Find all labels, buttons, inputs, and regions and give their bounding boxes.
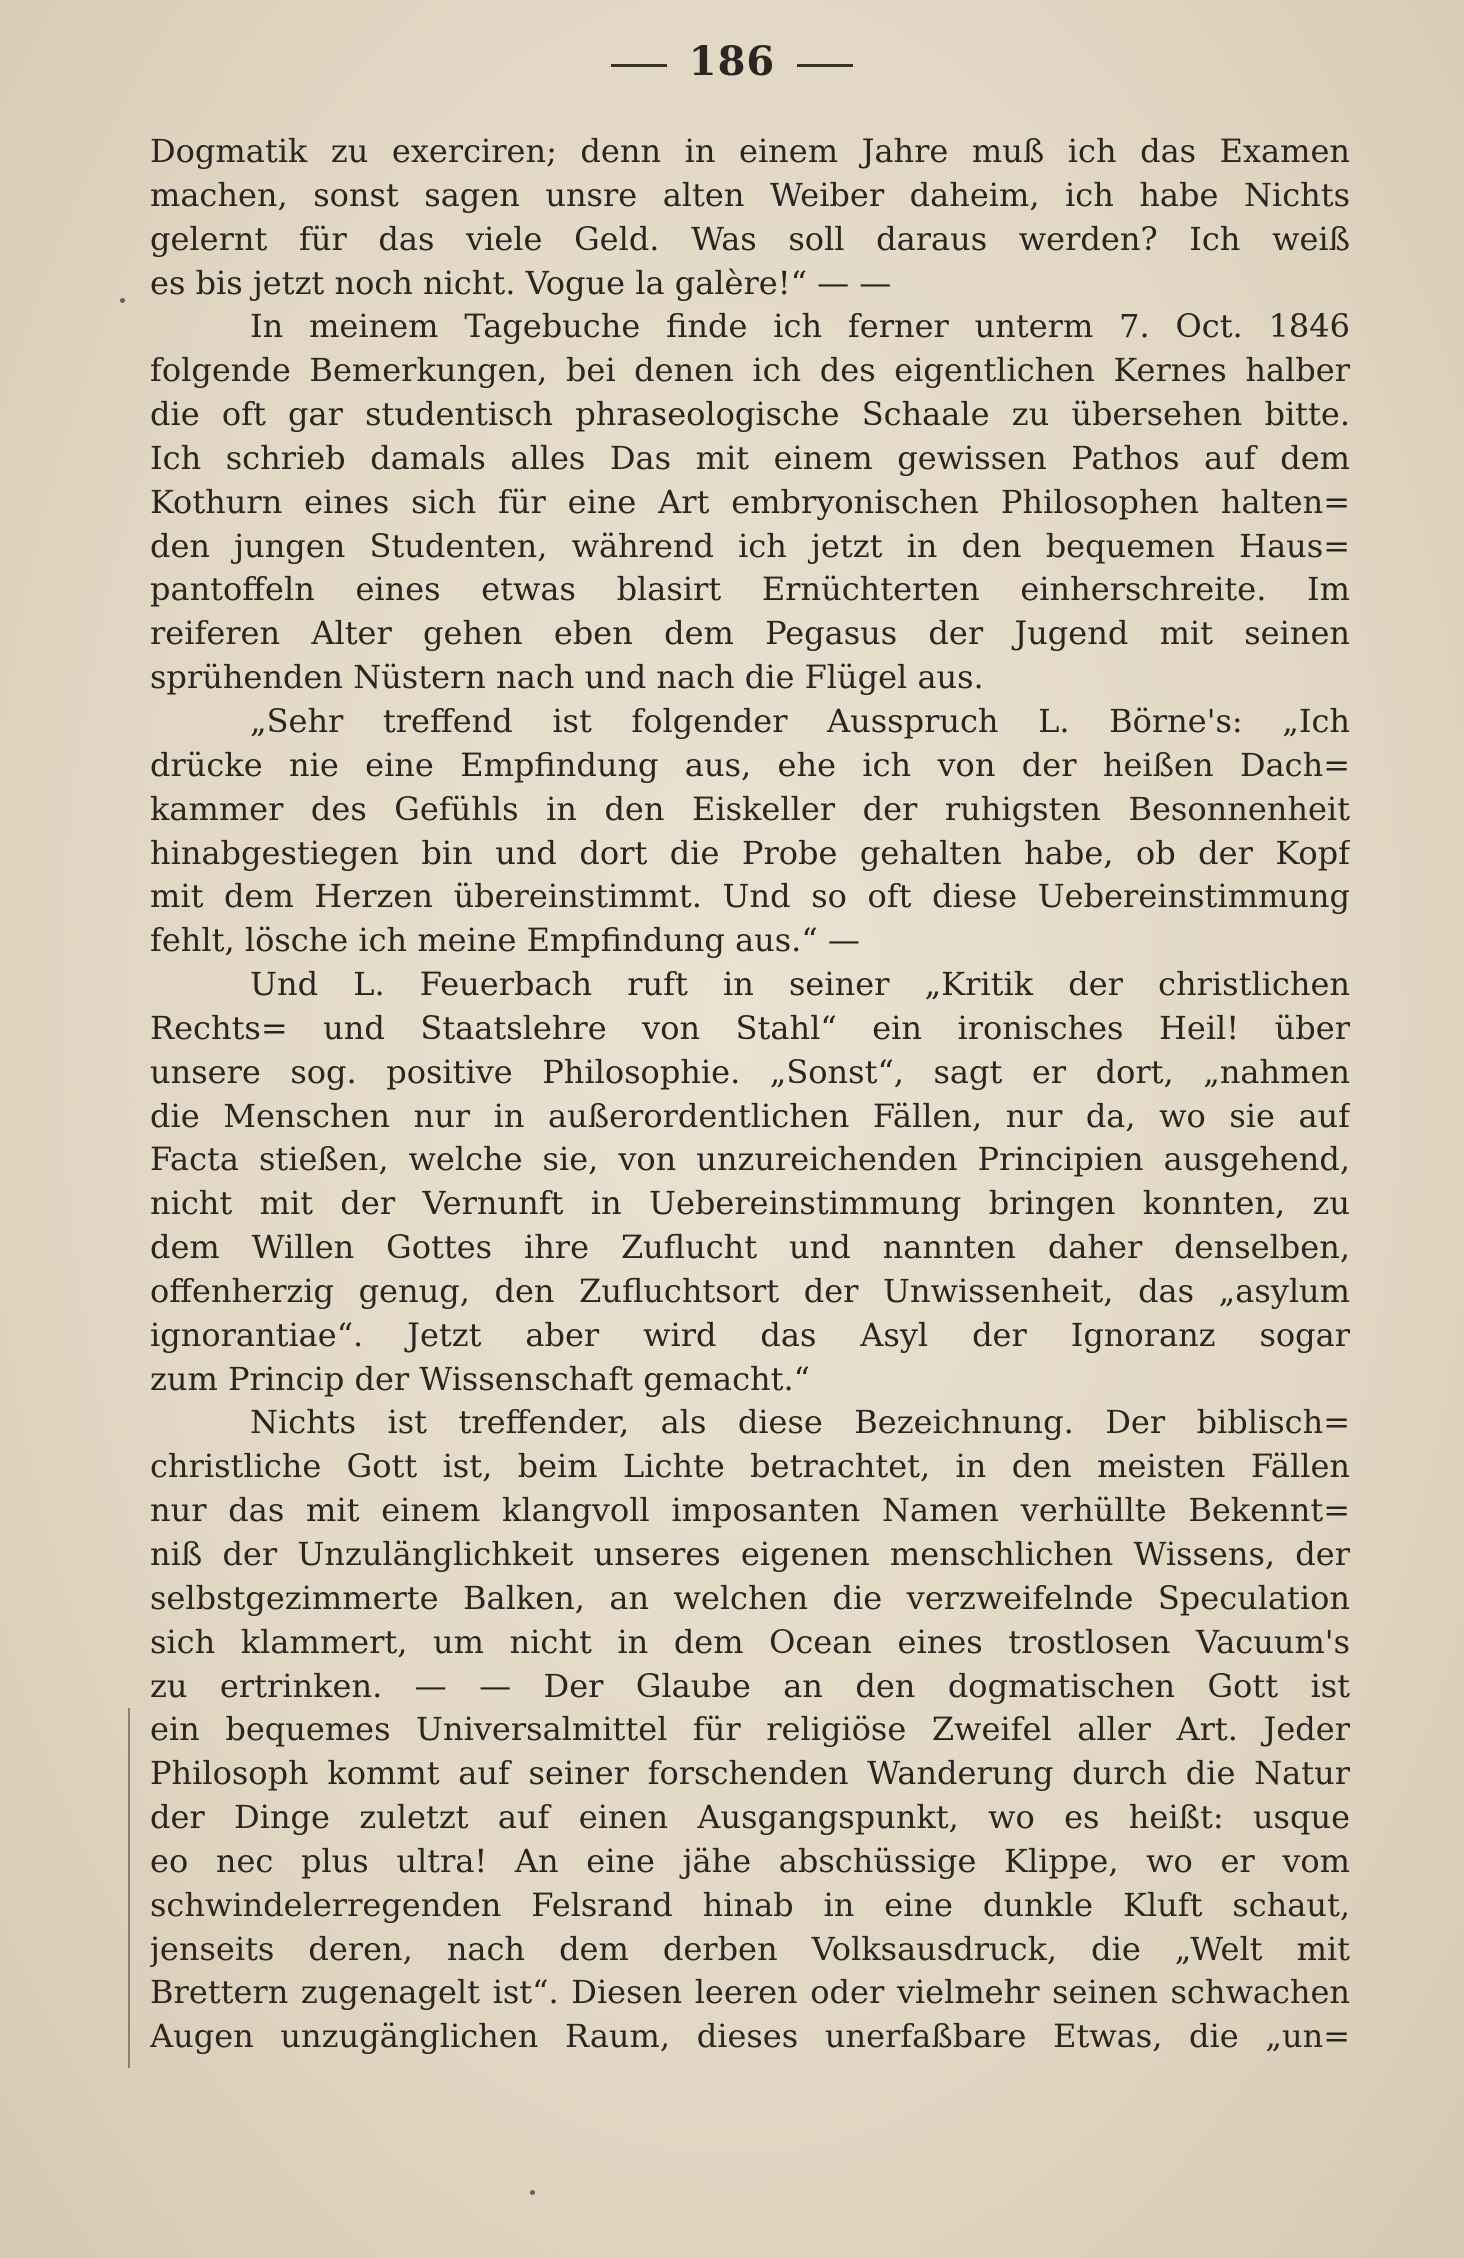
page-number: 186: [688, 38, 776, 85]
text-line: mit dem Herzen übereinstimmt. Und so oft diese Uebereinstimmung: [150, 877, 1350, 916]
text-line: sich klammert, um nicht in dem Ocean eines trostlosen Vacuum's: [150, 1622, 1350, 1661]
body-text: [150, 130, 1350, 2059]
text-line: jenseits deren, nach dem derben Volksausdruck, die „Welt mit: [150, 1929, 1350, 1968]
paragraph-start-line: In meinem Tagebuche finde ich ferner unterm 7. Oct. 1846: [250, 307, 1350, 346]
text-line: nur das mit einem klangvoll imposanten Namen verhüllte Bekennt=: [150, 1491, 1350, 1530]
text-line: kammer des Gefühls in den Eiskeller der ruhigsten Besonnenheit: [150, 789, 1350, 828]
text-line: fehlt, lösche ich meine Empfindung aus.“ —: [150, 921, 860, 960]
text-line: Rechts= und Staatslehre von Stahl“ ein ironisches Heil! über: [150, 1008, 1350, 1047]
margin-dot: [530, 2190, 535, 2195]
text-line: ignorantiae“. Jetzt aber wird das Asyl der Ignoranz sogar: [150, 1315, 1350, 1354]
text-line: gelernt für das viele Geld. Was soll daraus werden? Ich weiß: [150, 219, 1350, 258]
margin-pencil-line: [128, 1708, 130, 2068]
text-line: eo nec plus ultra! An eine jähe abschüssige Klippe, wo er vom: [150, 1841, 1350, 1880]
text-line: den jungen Studenten, während ich jetzt in den bequemen Haus=: [150, 526, 1350, 565]
paragraph-start-line: Und L. Feuerbach ruft in seiner „Kritik der christlichen: [250, 965, 1350, 1004]
text-line: dem Willen Gottes ihre Zuflucht und nannten daher denselben,: [150, 1228, 1350, 1267]
text-line: christliche Gott ist, beim Lichte betrachtet, in den meisten Fällen: [150, 1447, 1350, 1486]
text-line: offenherzig genug, den Zufluchtsort der Unwissenheit, das „asylum: [150, 1271, 1350, 1310]
text-line: Ich schrieb damals alles Das mit einem gewissen Pathos auf dem: [150, 438, 1350, 477]
header-dash-right: [797, 64, 853, 67]
text-line: der Dinge zuletzt auf einen Ausgangspunkt, wo es heißt: usque: [150, 1798, 1350, 1837]
margin-dot: [120, 298, 125, 303]
text-line: Dogmatik zu exerciren; denn in einem Jahre muß ich das Examen: [150, 132, 1350, 170]
text-line: pantoffeln eines etwas blasirt Ernüchterten einherschreite. Im: [150, 570, 1350, 609]
text-line: reiferen Alter gehen eben dem Pegasus der Jugend mit seinen: [150, 614, 1350, 653]
text-line: zum Princip der Wissenschaft gemacht.“: [150, 1359, 810, 1398]
text-line: niß der Unzulänglichkeit unseres eigenen menschlichen Wissens, der: [150, 1535, 1350, 1573]
text-line: machen, sonst sagen unsre alten Weiber daheim, ich habe Nichts: [150, 175, 1350, 214]
text-line: es bis jetzt noch nicht. Vogue la galère!“ — —: [150, 263, 892, 302]
text-line: Facta stießen, welche sie, von unzureichenden Principien ausgehend,: [150, 1140, 1350, 1179]
text-line: Philosoph kommt auf seiner forschenden Wanderung durch die Natur: [150, 1754, 1350, 1793]
text-line: drücke nie eine Empfindung aus, ehe ich von der heißen Dach=: [150, 745, 1350, 784]
paragraph-start-line: Nichts ist treffender, als diese Bezeichnung. Der biblisch=: [250, 1403, 1350, 1442]
page-header: [0, 38, 1464, 85]
header-dash-left: [611, 64, 667, 67]
text-line: folgende Bemerkungen, bei denen ich des eigentlichen Kernes halber: [150, 351, 1350, 390]
text-line: Augen unzugänglichen Raum, dieses unerfaßbare Etwas, die „un=: [150, 2017, 1350, 2056]
text-line: sprühenden Nüstern nach und nach die Flügel aus.: [150, 658, 984, 697]
text-line: Kothurn eines sich für eine Art embryonischen Philosophen halten=: [150, 482, 1350, 521]
text-line: unsere sog. positive Philosophie. „Sonst“, sagt er dort, „nahmen: [150, 1052, 1350, 1091]
text-line: schwindelerregenden Felsrand hinab in eine dunkle Kluft schaut,: [150, 1885, 1350, 1924]
text-line: Brettern zugenagelt ist“. Diesen leeren oder vielmehr seinen schwachen: [150, 1973, 1350, 2012]
text-line: hinabgestiegen bin und dort die Probe gehalten habe, ob der Kopf: [150, 833, 1350, 872]
text-line: die oft gar studentisch phraseologische Schaale zu übersehen bitte.: [150, 395, 1350, 434]
paragraph-start-line: „Sehr treffend ist folgender Ausspruch L. Börne's: „Ich: [250, 701, 1350, 740]
text-line: selbstgezimmerte Balken, an welchen die verzweifelnde Speculation: [150, 1578, 1350, 1617]
text-line: ein bequemes Universalmittel für religiöse Zweifel aller Art. Jeder: [150, 1710, 1350, 1749]
text-line: zu ertrinken. — — Der Glaube an den dogmatischen Gott ist: [150, 1666, 1350, 1705]
text-line: die Menschen nur in außerordentlichen Fällen, nur da, wo sie auf: [150, 1096, 1350, 1135]
text-line: nicht mit der Vernunft in Uebereinstimmung bringen konnten, zu: [150, 1184, 1350, 1223]
